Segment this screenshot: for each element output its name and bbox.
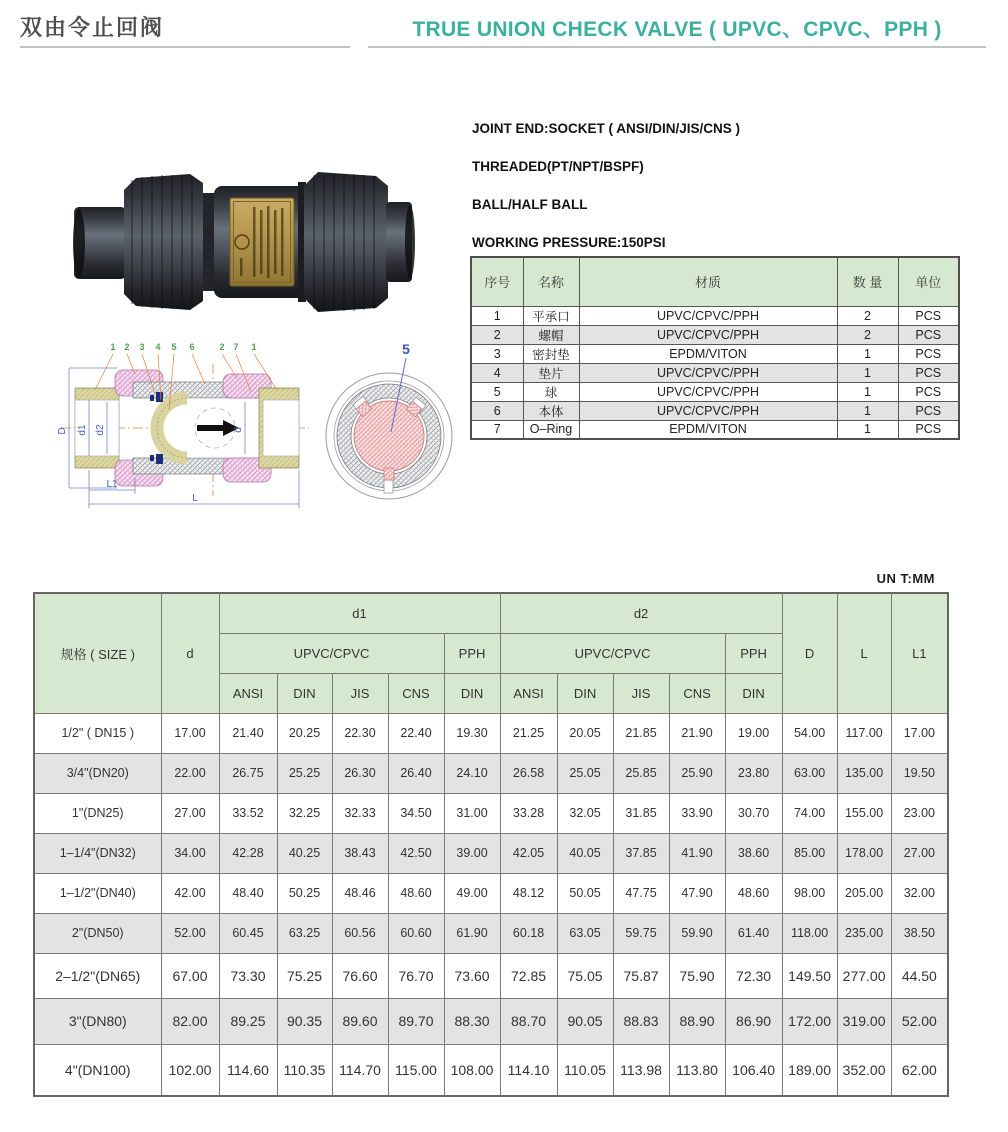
- value-cell-L1: 19.50: [891, 753, 948, 793]
- parts-table-row: [471, 420, 959, 439]
- value-cell-D: 98.00: [782, 873, 837, 913]
- part-qty-cell: 1: [837, 401, 898, 420]
- value-cell-d: 52.00: [161, 913, 219, 953]
- value-cell-d2-ansi: 88.70: [500, 998, 557, 1044]
- value-cell-d2-din: 40.05: [557, 833, 613, 873]
- valve-body-illustration: [73, 172, 415, 312]
- value-cell-d: 17.00: [161, 713, 219, 753]
- value-cell-d2-ansi: 72.85: [500, 953, 557, 998]
- value-cell-L1: 23.00: [891, 793, 948, 833]
- value-cell-d1-ansi: 26.75: [219, 753, 277, 793]
- dimension-table-row: [34, 998, 948, 1044]
- value-cell-D: 85.00: [782, 833, 837, 873]
- dim-label-d: d: [233, 427, 244, 433]
- parts-table-row: [471, 306, 959, 325]
- std-d1-pph-din: DIN: [444, 673, 500, 713]
- value-cell-d1-pph-din: 19.30: [444, 713, 500, 753]
- value-cell-d2-cns: 33.90: [669, 793, 725, 833]
- value-cell-d2-cns: 113.80: [669, 1044, 725, 1096]
- value-cell-d1-ansi: 33.52: [219, 793, 277, 833]
- value-cell-D: 189.00: [782, 1044, 837, 1096]
- value-cell-d1-din: 20.25: [277, 713, 332, 753]
- size-cell: 2–1/2"(DN65): [34, 953, 161, 998]
- value-cell-L: 352.00: [837, 1044, 891, 1096]
- page-title-english: TRUE UNION CHECK VALVE ( UPVC、CPVC、PPH ): [412, 18, 942, 41]
- value-cell-d2-jis: 21.85: [613, 713, 669, 753]
- value-cell-d1-din: 110.35: [277, 1044, 332, 1096]
- spec-ball: BALL/HALF BALL: [472, 197, 588, 212]
- parts-table: [470, 256, 960, 440]
- callout-5: 5: [171, 342, 177, 352]
- parts-header-qty: 数 量: [837, 257, 898, 306]
- value-cell-d: 102.00: [161, 1044, 219, 1096]
- d1-pph-header: PPH: [444, 633, 500, 673]
- value-cell-d2-jis: 75.87: [613, 953, 669, 998]
- dimension-table-row: [34, 1044, 948, 1096]
- value-cell-d1-cns: 76.70: [388, 953, 444, 998]
- value-cell-d1-jis: 32.33: [332, 793, 388, 833]
- value-cell-d1-pph-din: 39.00: [444, 833, 500, 873]
- value-cell-d2-pph-din: 19.00: [725, 713, 782, 753]
- value-cell-d1-jis: 60.56: [332, 913, 388, 953]
- value-cell-d: 22.00: [161, 753, 219, 793]
- value-cell-d1-jis: 89.60: [332, 998, 388, 1044]
- value-cell-d2-jis: 113.98: [613, 1044, 669, 1096]
- value-cell-d2-pph-din: 86.90: [725, 998, 782, 1044]
- part-callouts: [110, 342, 256, 352]
- value-cell-d2-jis: 37.85: [613, 833, 669, 873]
- dim-label-L1: L1: [106, 479, 118, 490]
- size-cell: 2"(DN50): [34, 913, 161, 953]
- parts-header-unit: 单位: [898, 257, 959, 306]
- value-cell-d: 27.00: [161, 793, 219, 833]
- value-cell-L1: 32.00: [891, 873, 948, 913]
- part-index-cell: 4: [471, 363, 523, 382]
- dimension-table-row: [34, 913, 948, 953]
- value-cell-d2-pph-din: 48.60: [725, 873, 782, 913]
- size-cell: 1–1/2"(DN40): [34, 873, 161, 913]
- value-cell-d2-cns: 75.90: [669, 953, 725, 998]
- value-cell-d1-cns: 89.70: [388, 998, 444, 1044]
- D-header: D: [782, 593, 837, 713]
- value-cell-L1: 52.00: [891, 998, 948, 1044]
- value-cell-d1-ansi: 89.25: [219, 998, 277, 1044]
- L1-header: L1: [891, 593, 948, 713]
- part-material-cell: EPDM/VITON: [579, 344, 837, 363]
- value-cell-d2-pph-din: 23.80: [725, 753, 782, 793]
- part-material-cell: UPVC/CPVC/PPH: [579, 306, 837, 325]
- value-cell-d1-jis: 38.43: [332, 833, 388, 873]
- part-index-cell: 2: [471, 325, 523, 344]
- title-underline-right: [368, 46, 986, 48]
- part-index-cell: 5: [471, 382, 523, 401]
- value-cell-d1-cns: 60.60: [388, 913, 444, 953]
- value-cell-d1-din: 50.25: [277, 873, 332, 913]
- end-view-shapes: [326, 341, 452, 499]
- value-cell-d2-ansi: 21.25: [500, 713, 557, 753]
- size-cell: 1"(DN25): [34, 793, 161, 833]
- end-view-drawing: [316, 338, 466, 510]
- part-material-cell: UPVC/CPVC/PPH: [579, 363, 837, 382]
- part-unit-cell: PCS: [898, 306, 959, 325]
- value-cell-d2-jis: 88.83: [613, 998, 669, 1044]
- part-unit-cell: PCS: [898, 344, 959, 363]
- size-cell: 3"(DN80): [34, 998, 161, 1044]
- value-cell-d1-pph-din: 24.10: [444, 753, 500, 793]
- value-cell-d2-din: 90.05: [557, 998, 613, 1044]
- callout-2b: 2: [219, 342, 225, 352]
- value-cell-L: 205.00: [837, 873, 891, 913]
- spec-threaded: THREADED(PT/NPT/BSPF): [472, 159, 644, 174]
- value-cell-D: 54.00: [782, 713, 837, 753]
- spec-list: [472, 121, 740, 250]
- callout-3: 3: [139, 342, 145, 352]
- value-cell-L1: 17.00: [891, 713, 948, 753]
- dimension-table-row: [34, 713, 948, 753]
- value-cell-d2-pph-din: 38.60: [725, 833, 782, 873]
- callout-1b: 1: [251, 342, 257, 352]
- value-cell-L1: 62.00: [891, 1044, 948, 1096]
- callout-4: 4: [155, 342, 161, 352]
- dimension-table-body: [34, 713, 948, 1096]
- part-qty-cell: 1: [837, 363, 898, 382]
- value-cell-L: 117.00: [837, 713, 891, 753]
- d2-pph-header: PPH: [725, 633, 782, 673]
- value-cell-L1: 27.00: [891, 833, 948, 873]
- d2-upvc-cpvc-header: UPVC/CPVC: [500, 633, 725, 673]
- parts-table-row: [471, 363, 959, 382]
- parts-table-row: [471, 325, 959, 344]
- std-d1-jis: JIS: [332, 673, 388, 713]
- valve-section-shapes: [75, 370, 299, 486]
- cross-section-drawing: [55, 338, 315, 518]
- parts-header-row: [471, 257, 959, 306]
- part-name-cell: 垫片: [523, 363, 579, 382]
- value-cell-d2-din: 110.05: [557, 1044, 613, 1096]
- value-cell-d1-pph-din: 61.90: [444, 913, 500, 953]
- part-unit-cell: PCS: [898, 420, 959, 439]
- value-cell-d2-jis: 59.75: [613, 913, 669, 953]
- part-unit-cell: PCS: [898, 363, 959, 382]
- value-cell-d1-jis: 76.60: [332, 953, 388, 998]
- value-cell-L1: 38.50: [891, 913, 948, 953]
- dimension-table: [33, 592, 949, 1097]
- dimension-table-row: [34, 833, 948, 873]
- value-cell-L: 178.00: [837, 833, 891, 873]
- parts-table-body: [471, 306, 959, 439]
- parts-table-row: [471, 401, 959, 420]
- value-cell-d2-din: 75.05: [557, 953, 613, 998]
- value-cell-d1-ansi: 48.40: [219, 873, 277, 913]
- value-cell-d2-jis: 25.85: [613, 753, 669, 793]
- dimension-table-row: [34, 953, 948, 998]
- part-qty-cell: 2: [837, 325, 898, 344]
- dim-header-row-1: [34, 593, 948, 633]
- value-cell-d2-pph-din: 61.40: [725, 913, 782, 953]
- value-cell-d1-pph-din: 108.00: [444, 1044, 500, 1096]
- size-cell: 1/2" ( DN15 ): [34, 713, 161, 753]
- std-d1-din: DIN: [277, 673, 332, 713]
- value-cell-d1-cns: 42.50: [388, 833, 444, 873]
- value-cell-d: 34.00: [161, 833, 219, 873]
- value-cell-d1-cns: 26.40: [388, 753, 444, 793]
- std-d2-pph-din: DIN: [725, 673, 782, 713]
- value-cell-D: 63.00: [782, 753, 837, 793]
- part-name-cell: 球: [523, 382, 579, 401]
- value-cell-L1: 44.50: [891, 953, 948, 998]
- part-unit-cell: PCS: [898, 325, 959, 344]
- value-cell-L: 235.00: [837, 913, 891, 953]
- part-qty-cell: 1: [837, 420, 898, 439]
- value-cell-d1-jis: 114.70: [332, 1044, 388, 1096]
- value-cell-d: 67.00: [161, 953, 219, 998]
- value-cell-d1-din: 63.25: [277, 913, 332, 953]
- part-index-cell: 7: [471, 420, 523, 439]
- value-cell-d2-cns: 47.90: [669, 873, 725, 913]
- part-name-cell: 螺帽: [523, 325, 579, 344]
- value-cell-d1-jis: 26.30: [332, 753, 388, 793]
- value-cell-d1-pph-din: 31.00: [444, 793, 500, 833]
- dimension-table-row: [34, 873, 948, 913]
- d1-group-header: d1: [219, 593, 500, 633]
- size-cell: 1–1/4"(DN32): [34, 833, 161, 873]
- value-cell-d2-cns: 88.90: [669, 998, 725, 1044]
- part-name-cell: 密封垫: [523, 344, 579, 363]
- value-cell-d1-ansi: 21.40: [219, 713, 277, 753]
- dim-label-L: L: [192, 493, 198, 504]
- value-cell-L: 319.00: [837, 998, 891, 1044]
- parts-header-name: 名称: [523, 257, 579, 306]
- std-d2-ansi: ANSI: [500, 673, 557, 713]
- value-cell-L: 277.00: [837, 953, 891, 998]
- std-d2-cns: CNS: [669, 673, 725, 713]
- callout-7: 7: [233, 342, 239, 352]
- value-cell-d1-cns: 115.00: [388, 1044, 444, 1096]
- value-cell-d2-din: 32.05: [557, 793, 613, 833]
- value-cell-d1-ansi: 73.30: [219, 953, 277, 998]
- size-cell: 3/4"(DN20): [34, 753, 161, 793]
- value-cell-d1-pph-din: 73.60: [444, 953, 500, 998]
- value-cell-d1-cns: 48.60: [388, 873, 444, 913]
- parts-table-row: [471, 382, 959, 401]
- value-cell-d1-cns: 22.40: [388, 713, 444, 753]
- unit-note: UN T:MM: [876, 571, 935, 586]
- value-cell-D: 74.00: [782, 793, 837, 833]
- value-cell-d1-pph-din: 88.30: [444, 998, 500, 1044]
- value-cell-d2-din: 20.05: [557, 713, 613, 753]
- spec-working-pressure: WORKING PRESSURE:150PSI: [472, 235, 666, 250]
- value-cell-L: 155.00: [837, 793, 891, 833]
- end-view-callout-5: 5: [402, 341, 410, 357]
- value-cell-D: 172.00: [782, 998, 837, 1044]
- value-cell-d1-jis: 22.30: [332, 713, 388, 753]
- d2-group-header: d2: [500, 593, 782, 633]
- part-index-cell: 1: [471, 306, 523, 325]
- dimension-table-row: [34, 793, 948, 833]
- value-cell-d2-cns: 25.90: [669, 753, 725, 793]
- value-cell-d1-jis: 48.46: [332, 873, 388, 913]
- value-cell-d1-din: 32.25: [277, 793, 332, 833]
- value-cell-d1-ansi: 114.60: [219, 1044, 277, 1096]
- part-qty-cell: 1: [837, 382, 898, 401]
- callout-6: 6: [189, 342, 195, 352]
- value-cell-d2-ansi: 33.28: [500, 793, 557, 833]
- product-photo: [70, 160, 415, 322]
- value-cell-d2-ansi: 48.12: [500, 873, 557, 913]
- value-cell-d2-ansi: 26.58: [500, 753, 557, 793]
- size-header: 规格 ( SIZE ): [34, 593, 161, 713]
- value-cell-d: 42.00: [161, 873, 219, 913]
- value-cell-d1-din: 40.25: [277, 833, 332, 873]
- value-cell-D: 149.50: [782, 953, 837, 998]
- parts-header-index: 序号: [471, 257, 523, 306]
- size-cell: 4"(DN100): [34, 1044, 161, 1096]
- title-underline-left: [20, 46, 350, 48]
- part-material-cell: UPVC/CPVC/PPH: [579, 382, 837, 401]
- value-cell-d2-ansi: 114.10: [500, 1044, 557, 1096]
- part-qty-cell: 2: [837, 306, 898, 325]
- value-cell-d2-din: 25.05: [557, 753, 613, 793]
- part-qty-cell: 1: [837, 344, 898, 363]
- value-cell-d1-din: 75.25: [277, 953, 332, 998]
- part-unit-cell: PCS: [898, 401, 959, 420]
- std-d1-cns: CNS: [388, 673, 444, 713]
- d-header: d: [161, 593, 219, 713]
- value-cell-d1-cns: 34.50: [388, 793, 444, 833]
- part-index-cell: 6: [471, 401, 523, 420]
- part-name-cell: O–Ring: [523, 420, 579, 439]
- value-cell-d1-pph-din: 49.00: [444, 873, 500, 913]
- dim-label-d1: d1: [77, 424, 88, 436]
- dim-label-d2: d2: [95, 424, 106, 436]
- value-cell-d2-cns: 21.90: [669, 713, 725, 753]
- value-cell-d1-din: 90.35: [277, 998, 332, 1044]
- value-cell-d2-din: 50.05: [557, 873, 613, 913]
- value-cell-d2-pph-din: 106.40: [725, 1044, 782, 1096]
- value-cell-D: 118.00: [782, 913, 837, 953]
- value-cell-d1-ansi: 42.28: [219, 833, 277, 873]
- value-cell-d: 82.00: [161, 998, 219, 1044]
- value-cell-d2-cns: 41.90: [669, 833, 725, 873]
- d1-upvc-cpvc-header: UPVC/CPVC: [219, 633, 444, 673]
- spec-joint-end: JOINT END:SOCKET ( ANSI/DIN/JIS/CNS ): [472, 121, 741, 136]
- part-unit-cell: PCS: [898, 382, 959, 401]
- part-name-cell: 平承口: [523, 306, 579, 325]
- part-name-cell: 本体: [523, 401, 579, 420]
- value-cell-d2-cns: 59.90: [669, 913, 725, 953]
- value-cell-d2-ansi: 60.18: [500, 913, 557, 953]
- value-cell-d2-jis: 47.75: [613, 873, 669, 913]
- value-cell-d2-jis: 31.85: [613, 793, 669, 833]
- std-d2-jis: JIS: [613, 673, 669, 713]
- page-title-chinese: 双由令止回阀: [20, 15, 165, 40]
- value-cell-d2-pph-din: 72.30: [725, 953, 782, 998]
- value-cell-d2-ansi: 42.05: [500, 833, 557, 873]
- value-cell-L: 135.00: [837, 753, 891, 793]
- dim-label-D: D: [57, 427, 68, 435]
- callout-1a: 1: [110, 342, 116, 352]
- parts-table-row: [471, 344, 959, 363]
- part-material-cell: UPVC/CPVC/PPH: [579, 325, 837, 344]
- L-header: L: [837, 593, 891, 713]
- value-cell-d2-din: 63.05: [557, 913, 613, 953]
- parts-header-material: 材质: [579, 257, 837, 306]
- dimension-table-row: [34, 753, 948, 793]
- std-d2-din: DIN: [557, 673, 613, 713]
- value-cell-d1-ansi: 60.45: [219, 913, 277, 953]
- callout-2a: 2: [124, 342, 130, 352]
- std-d1-ansi: ANSI: [219, 673, 277, 713]
- part-index-cell: 3: [471, 344, 523, 363]
- part-material-cell: EPDM/VITON: [579, 420, 837, 439]
- part-material-cell: UPVC/CPVC/PPH: [579, 401, 837, 420]
- value-cell-d2-pph-din: 30.70: [725, 793, 782, 833]
- value-cell-d1-din: 25.25: [277, 753, 332, 793]
